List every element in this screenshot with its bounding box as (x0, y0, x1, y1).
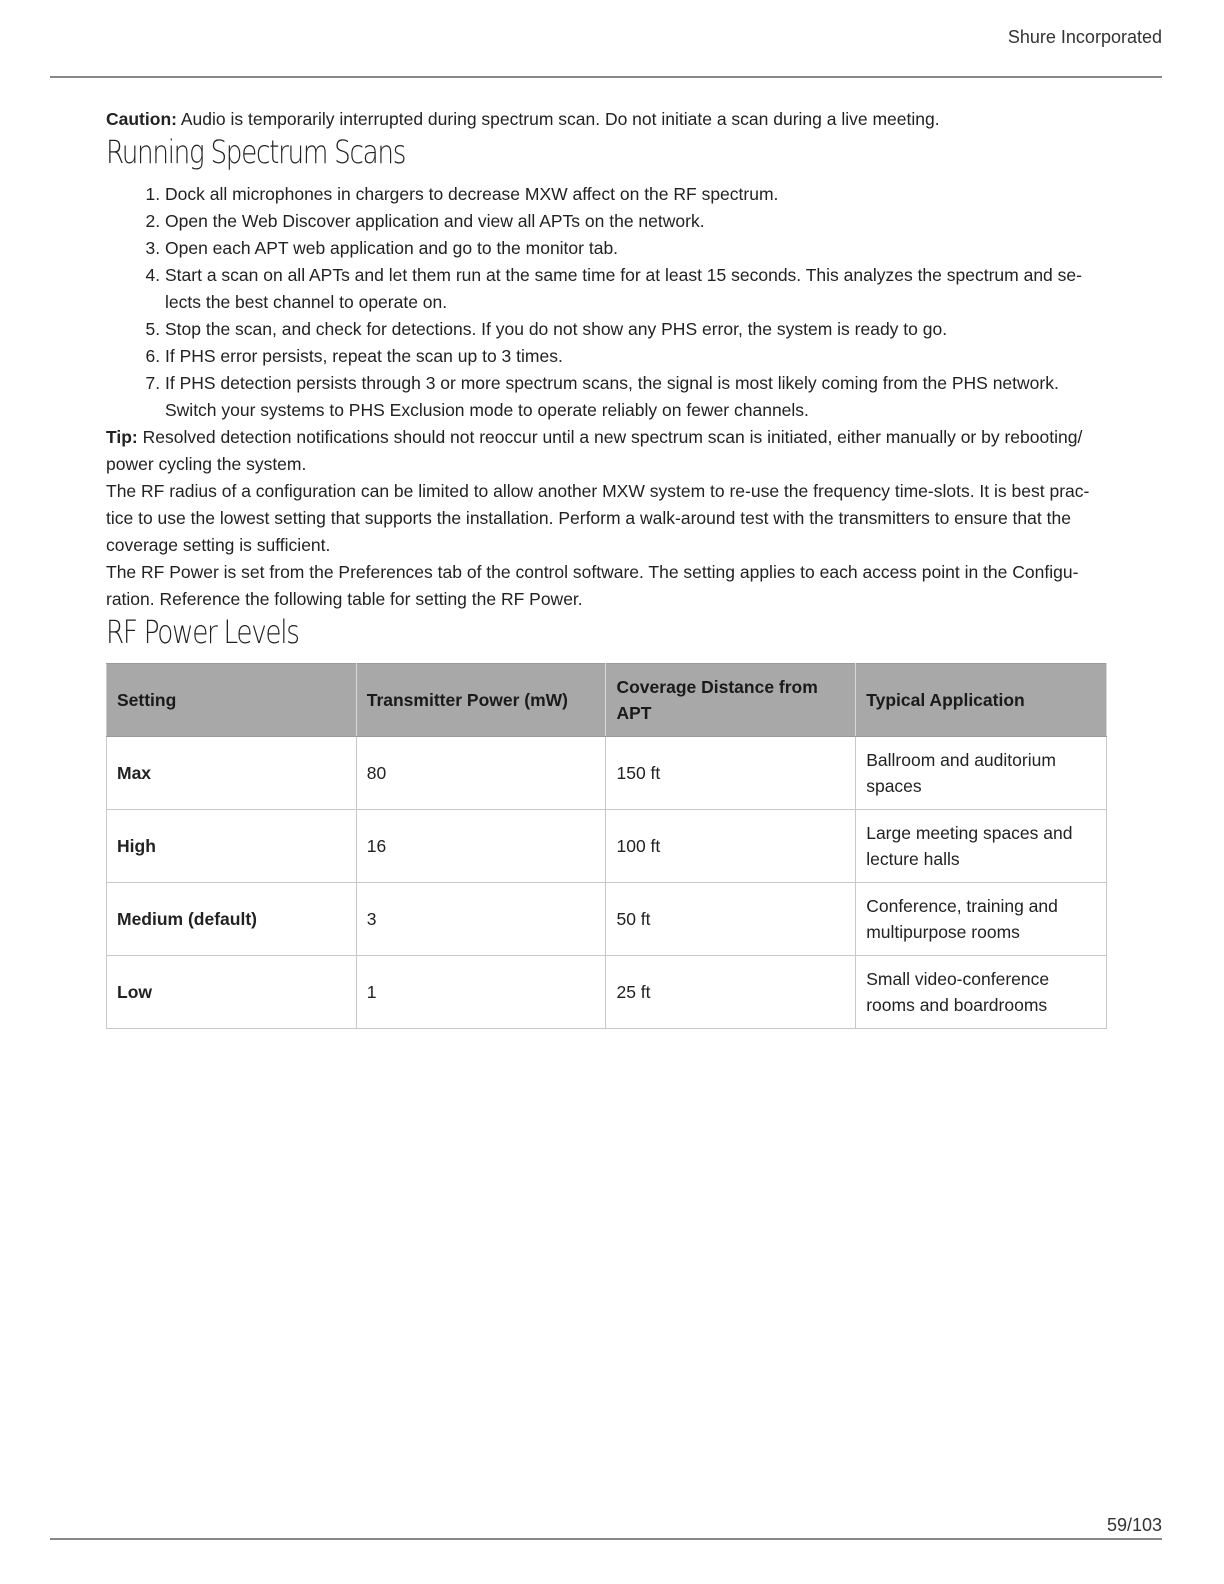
column-header-transmitter-power: Transmitter Power (mW) (356, 664, 606, 737)
caution-label: Caution: (106, 109, 177, 129)
tip-text: Resolved detection notifications should not reoccur until a new spectrum scan is initiated, either manually or by rebooting/ power cycling the system. (106, 427, 1083, 474)
rf-power-levels-heading: RF Power Levels (106, 613, 299, 651)
footer-divider (50, 1538, 1162, 1540)
power-cell: 1 (356, 956, 606, 1029)
table-row (107, 956, 1107, 1029)
list-item: 5. Stop the scan, and check for detections. If you do not show any PHS error, the system is ready to go. (165, 316, 1110, 343)
setting-cell: Medium (default) (107, 883, 357, 956)
table-row (107, 810, 1107, 883)
list-item: 4. Start a scan on all APTs and let them run at the same time for at least 15 seconds. This analyzes the spectrum and selects the best channel to operate on. (165, 262, 1110, 316)
application-cell: Large meeting spaces and lecture halls (856, 810, 1107, 883)
distance-cell: 50 ft (606, 883, 856, 956)
power-cell: 80 (356, 737, 606, 810)
list-item: 6. If PHS error persists, repeat the scan up to 3 times. (165, 343, 1110, 370)
power-cell: 16 (356, 810, 606, 883)
header-divider (50, 76, 1162, 78)
table-row (107, 883, 1107, 956)
list-item: 2. Open the Web Discover application and view all APTs on the network. (165, 208, 1110, 235)
table-header-row (107, 664, 1107, 737)
power-cell: 3 (356, 883, 606, 956)
header-company-name: Shure Incorporated (1007, 27, 1162, 47)
page-content (106, 106, 1110, 1029)
setting-cell: Low (107, 956, 357, 1029)
table-row (107, 737, 1107, 810)
page-number: 59/103 (1106, 1515, 1162, 1535)
tip-note (106, 424, 1110, 478)
application-cell: Conference, training and multipurpose rooms (856, 883, 1107, 956)
setting-cell: High (107, 810, 357, 883)
distance-cell: 100 ft (606, 810, 856, 883)
distance-cell: 150 ft (606, 737, 856, 810)
application-cell: Ballroom and auditorium spaces (856, 737, 1107, 810)
setting-cell: Max (107, 737, 357, 810)
tip-label: Tip: (106, 427, 138, 447)
column-header-coverage-distance: Coverage Distance from APT (606, 664, 856, 737)
application-cell: Small video-conference rooms and boardrooms (856, 956, 1107, 1029)
rf-power-paragraph: The RF Power is set from the Preferences tab of the control software. The setting applies to each access point in the Configuration. Reference the following table for setting the RF Power. (106, 562, 1079, 609)
list-item: 7. If PHS detection persists through 3 or more spectrum scans, the signal is most likely coming from the PHS network. Switch your systems to PHS Exclusion mode to operate reliably on fewer channels. (165, 370, 1110, 424)
distance-cell: 25 ft (606, 956, 856, 1029)
column-header-setting: Setting (107, 664, 357, 737)
list-item: 3. Open each APT web application and go to the monitor tab. (165, 235, 1110, 262)
list-item: 1. Dock all microphones in chargers to decrease MXW affect on the RF spectrum. (165, 181, 1110, 208)
caution-note (106, 106, 1110, 133)
column-header-typical-application: Typical Application (856, 664, 1107, 737)
running-spectrum-scans-heading: Running Spectrum Scans (106, 133, 406, 171)
rf-radius-paragraph: The RF radius of a configuration can be limited to allow another MXW system to re-use the frequency time-slots. It is best practice to use the lowest setting that supports the installation. Perform a walk-around test with the transmitters to ensure that the coverage setting is sufficient. (106, 481, 1090, 555)
scan-steps-list (106, 181, 1110, 424)
caution-text: Audio is temporarily interrupted during spectrum scan. Do not initiate a scan during a live meeting. (176, 109, 940, 129)
rf-power-table (106, 663, 1107, 1029)
